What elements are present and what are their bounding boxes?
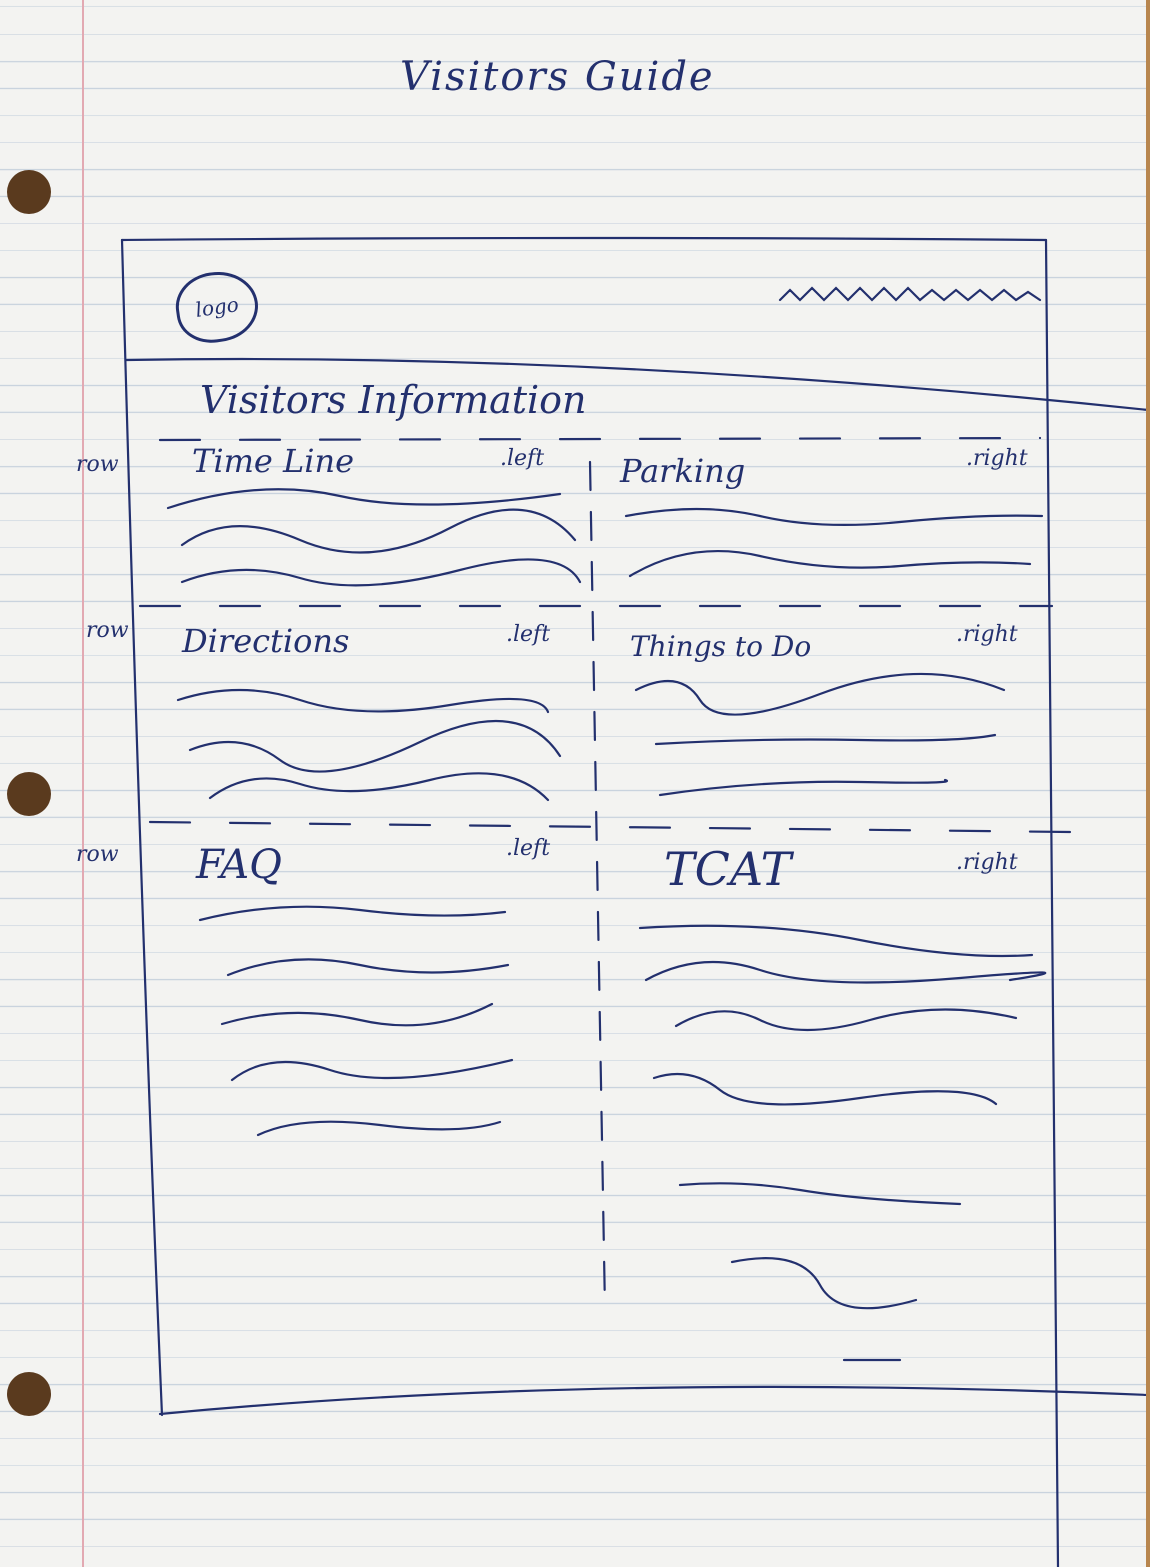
position-tag: .left xyxy=(500,446,545,471)
text-scribble xyxy=(232,1060,512,1080)
text-scribble xyxy=(182,559,580,585)
text-scribble xyxy=(676,1009,1016,1030)
main-heading: Visitors Information xyxy=(200,378,587,422)
row-label: row xyxy=(76,842,119,867)
text-scribble xyxy=(258,1122,500,1135)
section-title-things-to-do: Things to Do xyxy=(630,630,812,663)
text-scribble xyxy=(222,1004,492,1025)
position-tag: .left xyxy=(506,836,551,861)
text-scribble xyxy=(646,962,1045,983)
column-divider xyxy=(590,462,605,1310)
text-scribble xyxy=(636,674,1004,715)
page-title: Visitors Guide xyxy=(400,54,715,100)
footer-line xyxy=(160,1387,1146,1414)
text-scribble xyxy=(228,959,508,975)
position-tag: .right xyxy=(956,622,1018,647)
text-scribble xyxy=(210,773,548,800)
row-label: row xyxy=(76,452,119,477)
text-scribble xyxy=(190,721,560,771)
section-title-timeline: Time Line xyxy=(192,442,355,480)
position-tag: .right xyxy=(966,446,1028,471)
text-scribble xyxy=(168,489,560,508)
row-divider xyxy=(150,822,1070,832)
row-label: row xyxy=(86,618,129,643)
text-scribble xyxy=(660,780,947,795)
frame-left xyxy=(122,240,162,1415)
text-scribble xyxy=(640,926,1032,956)
position-tag: .right xyxy=(956,850,1018,875)
nav-menu-scribble xyxy=(780,288,1040,300)
position-tag: .left xyxy=(506,622,551,647)
section-title-directions: Directions xyxy=(182,622,350,660)
logo-label: logo xyxy=(193,292,241,322)
text-scribble xyxy=(178,690,548,712)
text-scribble xyxy=(656,735,995,744)
frame-right xyxy=(1046,240,1058,1567)
text-scribble xyxy=(630,551,1030,576)
section-title-parking: Parking xyxy=(620,452,746,490)
text-scribble xyxy=(182,510,575,553)
frame-top xyxy=(122,238,1046,240)
text-scribble xyxy=(200,907,505,920)
text-scribble xyxy=(680,1183,960,1204)
text-scribble xyxy=(654,1074,996,1104)
text-scribble xyxy=(626,509,1042,525)
section-title-faq: FAQ xyxy=(196,842,282,888)
row-divider xyxy=(160,438,1040,440)
section-title-tcat: TCAT xyxy=(664,842,792,896)
text-scribble xyxy=(732,1258,916,1308)
